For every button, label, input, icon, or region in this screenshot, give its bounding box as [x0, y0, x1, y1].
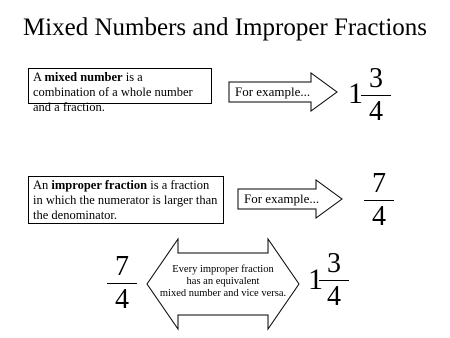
equivalence-right-numerator: 3 [327, 248, 341, 279]
improper-numerator: 7 [372, 168, 386, 199]
definition-prefix: An [33, 178, 52, 192]
equivalence-mixed-fraction [319, 249, 349, 312]
improper-example-label: For example... [244, 191, 320, 206]
equivalence-note-line: Every improper fraction [172, 264, 274, 275]
mixed-fraction [361, 64, 391, 127]
mixed-numerator: 3 [369, 63, 383, 94]
improper-fraction-definition [28, 176, 224, 224]
mixed-number-definition [28, 68, 212, 114]
improper-denominator: 4 [372, 201, 386, 232]
mixed-example-label: For example... [235, 84, 311, 99]
definition-prefix: A [33, 70, 45, 84]
equivalence-note-line: has an equivalent [186, 276, 260, 287]
definition-body: is a fraction in which the numerator is larger than the denominator. [33, 178, 218, 222]
improper-fraction [364, 169, 394, 232]
definition-body: is a combination of a whole number and a fraction. [33, 70, 193, 114]
equivalence-left-numerator: 7 [115, 251, 129, 282]
equivalence-improper-fraction [107, 252, 137, 315]
mixed-whole-number: 1 [348, 77, 363, 110]
equivalence-left-denominator: 4 [115, 284, 129, 315]
equivalence-whole-number: 1 [308, 263, 323, 296]
mixed-number-term: mixed number [44, 70, 123, 84]
page-title: Mixed Numbers and Improper Fractions [22, 14, 428, 41]
equivalence-note [148, 264, 298, 300]
equivalence-note-line: mixed number and vice versa. [159, 288, 287, 299]
improper-fraction-term: improper fraction [51, 178, 148, 192]
equivalence-right-denominator: 4 [327, 281, 341, 312]
mixed-denominator: 4 [369, 96, 383, 127]
